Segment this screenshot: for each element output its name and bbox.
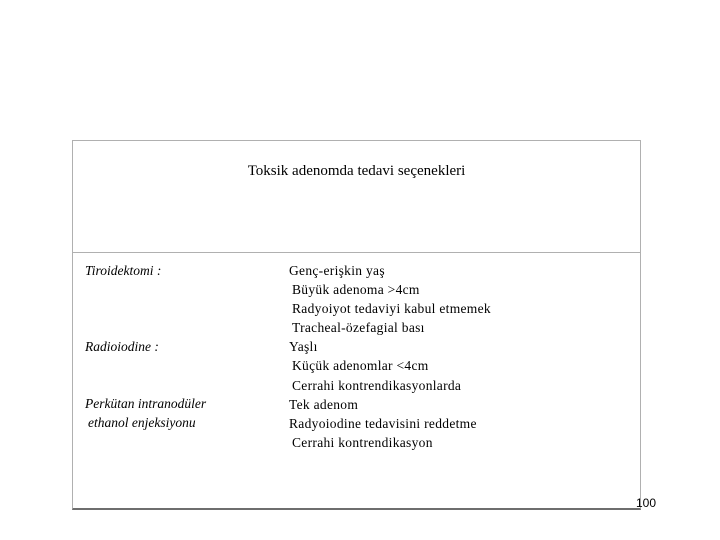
indication-line: Büyük adenoma >4cm: [292, 282, 420, 298]
label-radioiodine: Radioiodine :: [85, 339, 159, 354]
indication-line: Yaşlı: [289, 339, 318, 355]
indications-column: [289, 261, 629, 452]
label-perkutan-line1: Perkütan intranodüler: [85, 396, 207, 411]
indication-line: Radyoiodine tedavisini reddetme: [289, 415, 477, 431]
indication-line: Tracheal-özefagial bası: [292, 320, 425, 336]
page-number: 100: [636, 496, 657, 510]
treatment-options-table: [72, 140, 641, 510]
indication-line: Genç-erişkin yaş: [289, 263, 385, 278]
indication-line: Küçük adenomlar <4cm: [292, 358, 429, 374]
table-title: Toksik adenomda tedavi seçenekleri: [247, 163, 466, 179]
label-perkutan-line2: ethanol enjeksiyonu: [88, 415, 196, 430]
table-header-row: [73, 141, 640, 253]
label-tiroidektomi: Tiroidektomi :: [85, 263, 162, 278]
indication-line: Cerrahi kontrendikasyonlarda: [292, 377, 462, 393]
indication-line: Radyoiyot tedaviyi kabul etmemek: [292, 301, 491, 317]
indication-line: Cerrahi kontrendikasyon: [292, 434, 433, 450]
indication-line: Tek adenom: [289, 396, 359, 412]
